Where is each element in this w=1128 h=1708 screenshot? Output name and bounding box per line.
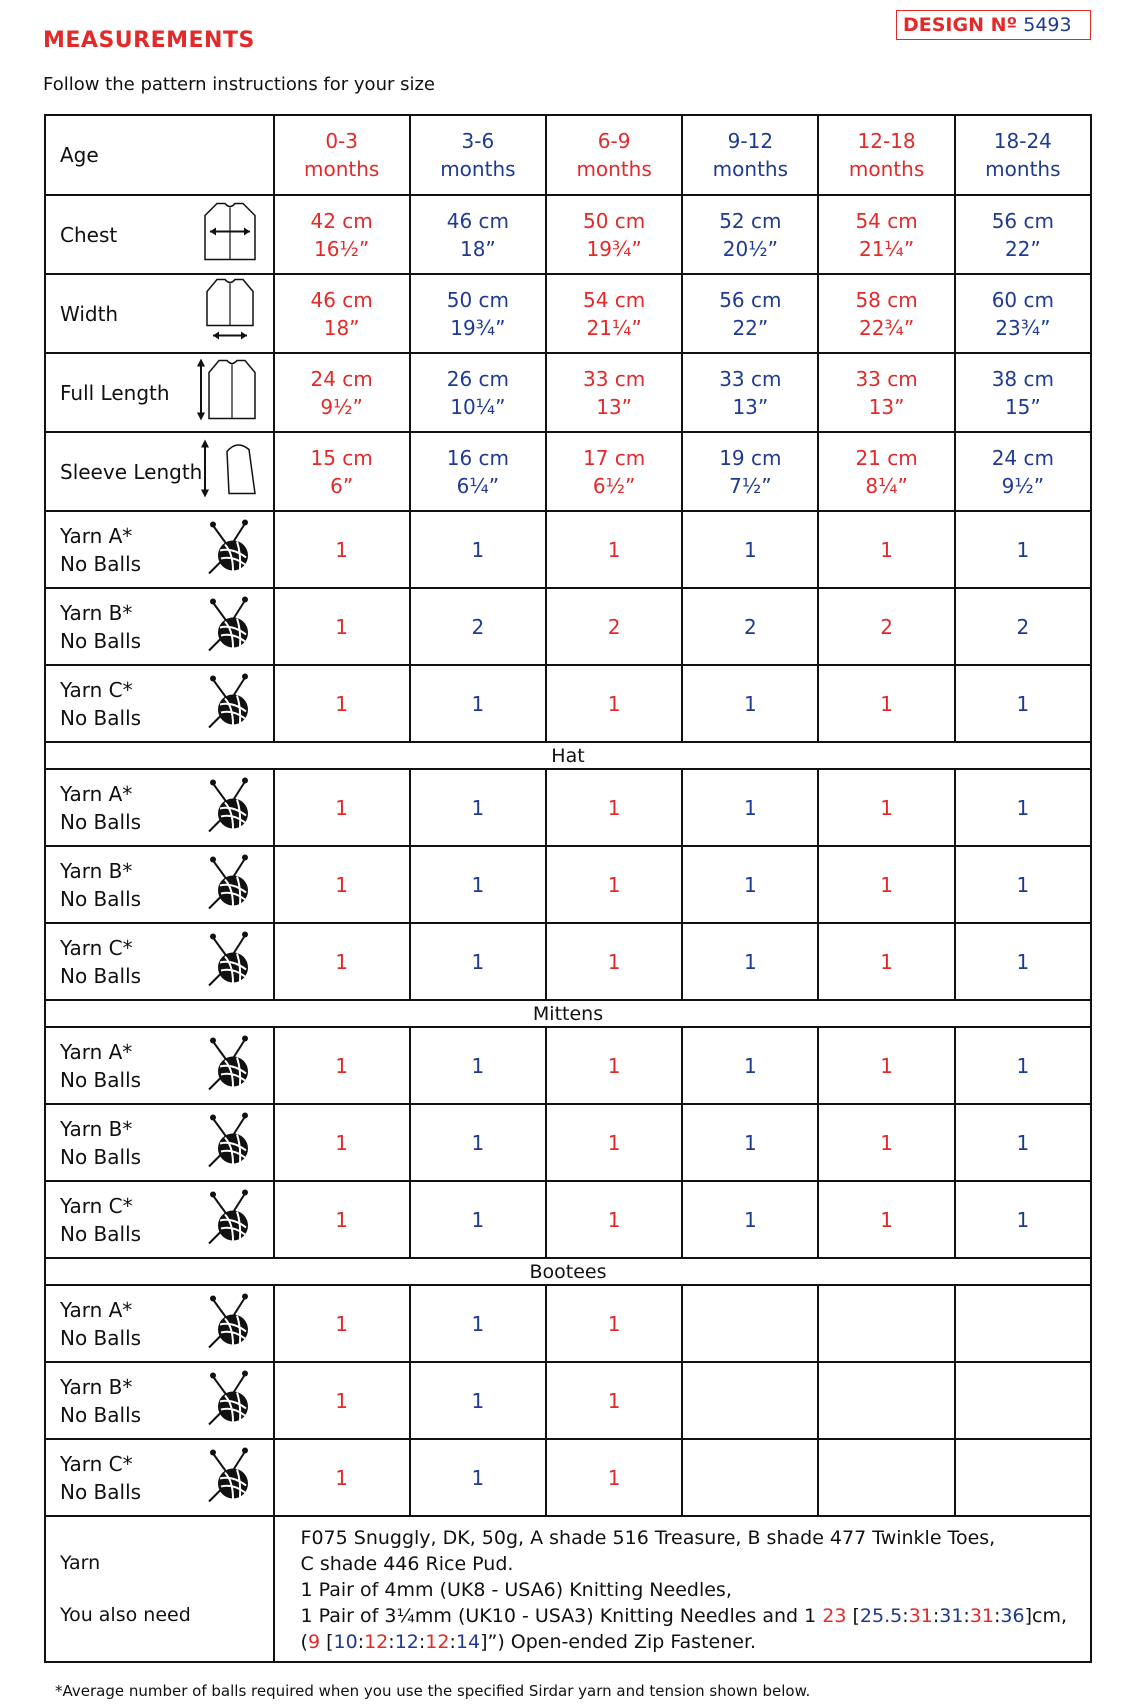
yarn-ball-icon — [207, 594, 251, 659]
ball-count: 1 — [818, 665, 954, 742]
value-cm: 52 cm — [719, 208, 782, 233]
sleeve-diagram-icon — [197, 437, 259, 506]
size-range: 18-24 — [993, 129, 1052, 153]
yarn-balls-row — [45, 846, 1091, 923]
value-inches: 13” — [596, 394, 633, 419]
yarn-label-cell — [45, 1181, 274, 1258]
yarn-info-labels — [45, 1516, 274, 1662]
ball-count: 1 — [410, 846, 546, 923]
ball-count: 1 — [274, 1181, 410, 1258]
measurement-value — [682, 432, 818, 511]
value-inches: 9½” — [320, 394, 363, 419]
no-balls-label: No Balls — [60, 886, 142, 911]
yarn-name: Yarn C* — [60, 1193, 133, 1218]
zip-length-cm: 31 — [908, 1605, 933, 1627]
value-cm: 60 cm — [991, 287, 1054, 312]
no-balls-label: No Balls — [60, 1067, 142, 1092]
ball-count — [955, 1285, 1091, 1362]
section-title: Mittens — [45, 1000, 1091, 1027]
zip-length-cm: 23 — [822, 1605, 847, 1627]
ball-count: 1 — [955, 1027, 1091, 1104]
no-balls-label: No Balls — [60, 963, 142, 988]
yarn-label-cell — [45, 588, 274, 665]
ball-count: 1 — [410, 511, 546, 588]
measurement-label-cell — [45, 432, 274, 511]
ball-count: 1 — [274, 588, 410, 665]
measurement-value — [955, 353, 1091, 432]
yarn-name: Yarn B* — [60, 1116, 133, 1141]
value-inches: 13” — [868, 394, 905, 419]
ball-count: 2 — [546, 588, 682, 665]
ball-count: 1 — [818, 923, 954, 1000]
ball-count: 1 — [682, 511, 818, 588]
design-number-box — [896, 10, 1091, 40]
ball-count: 1 — [818, 1104, 954, 1181]
yarn-ball-icon — [207, 1291, 251, 1356]
ball-count: 1 — [546, 1362, 682, 1439]
measurement-value — [955, 195, 1091, 274]
yarn-label-cell — [45, 846, 274, 923]
yarn-label-cell — [45, 1285, 274, 1362]
yarn-label-cell — [45, 665, 274, 742]
section-title: Hat — [45, 742, 1091, 769]
yarn-label-cell — [45, 923, 274, 1000]
value-inches: 9½” — [1001, 473, 1045, 498]
ball-count: 1 — [955, 923, 1091, 1000]
ball-count: 1 — [682, 1027, 818, 1104]
value-inches: 7½” — [729, 473, 772, 498]
zip-length-in: 12 — [394, 1631, 419, 1653]
no-balls-label: No Balls — [60, 1479, 142, 1504]
no-balls-label: No Balls — [60, 1325, 142, 1350]
ball-count: 1 — [955, 511, 1091, 588]
ball-count — [955, 1362, 1091, 1439]
ball-count: 1 — [682, 769, 818, 846]
size-range: 6-9 — [597, 129, 631, 153]
measurement-value — [818, 274, 954, 353]
value-cm: 26 cm — [446, 366, 510, 391]
yarn-label-cell — [45, 511, 274, 588]
ball-count — [682, 1439, 818, 1516]
yarn-label-cell — [45, 1104, 274, 1181]
yarn-line-2: C shade 446 Rice Pud. — [300, 1553, 514, 1575]
yarn-balls-row — [45, 769, 1091, 846]
measurement-value — [410, 353, 546, 432]
yarn-name: Yarn B* — [60, 858, 133, 883]
ball-count: 1 — [410, 923, 546, 1000]
value-cm: 58 cm — [855, 287, 918, 312]
no-balls-label: No Balls — [60, 1221, 142, 1246]
value-inches: 13” — [732, 394, 769, 419]
ball-count: 1 — [546, 1181, 682, 1258]
section-header-row — [45, 1258, 1091, 1285]
page-title: MEASUREMENTS — [43, 28, 255, 53]
measurement-label-cell — [45, 353, 274, 432]
footnote: *Average number of balls required when you use the specified Sirdar yarn and tension shown below. — [55, 1682, 811, 1700]
also-need-label: You also need — [60, 1604, 191, 1626]
length-diagram-icon — [193, 356, 259, 429]
no-balls-label: No Balls — [60, 1402, 142, 1427]
value-inches: 21¼” — [858, 236, 915, 261]
value-inches: 10¼” — [450, 394, 506, 419]
zip-length-in: 12 — [364, 1631, 389, 1653]
value-cm: 42 cm — [310, 208, 373, 233]
ball-count: 1 — [682, 1181, 818, 1258]
measurement-value — [955, 274, 1091, 353]
ball-count — [818, 1362, 954, 1439]
ball-count: 1 — [410, 1439, 546, 1516]
yarn-label-cell — [45, 1027, 274, 1104]
zip-length-cm: 25.5 — [859, 1605, 903, 1627]
zip-fastener-text: ”) Open-ended Zip Fastener. — [487, 1631, 757, 1653]
value-inches: 22” — [732, 315, 769, 340]
yarn-name: Yarn A* — [60, 523, 133, 548]
measurement-value — [682, 353, 818, 432]
value-cm: 15 cm — [310, 445, 373, 470]
size-range: 12-18 — [857, 129, 916, 153]
ball-count: 2 — [955, 588, 1091, 665]
ball-count — [682, 1362, 818, 1439]
value-cm: 56 cm — [991, 208, 1054, 233]
ball-count: 1 — [410, 769, 546, 846]
value-cm: 54 cm — [855, 208, 918, 233]
ball-count: 1 — [410, 1285, 546, 1362]
value-cm: 46 cm — [310, 287, 373, 312]
size-range: 0-3 — [325, 129, 358, 153]
size-header — [682, 115, 818, 195]
size-header — [818, 115, 954, 195]
yarn-label-cell — [45, 1439, 274, 1516]
value-inches: 23¾” — [995, 315, 1051, 340]
value-inches: 19¾” — [586, 236, 642, 261]
zip-length-in: 12 — [425, 1631, 450, 1653]
yarn-balls-row — [45, 588, 1091, 665]
value-cm: 33 cm — [719, 366, 782, 391]
ball-count: 1 — [818, 846, 954, 923]
value-inches: 6” — [330, 473, 354, 498]
value-cm: 50 cm — [446, 287, 510, 312]
value-inches: 18” — [459, 236, 496, 261]
measurement-label-cell — [45, 274, 274, 353]
size-unit: months — [712, 157, 789, 181]
value-inches: 15” — [1004, 394, 1041, 419]
ball-count: 1 — [818, 769, 954, 846]
width-diagram-icon — [201, 277, 259, 350]
value-cm: 33 cm — [582, 366, 646, 391]
measurement-value — [546, 432, 682, 511]
zip-length-cm: 31 — [969, 1605, 995, 1627]
measurement-value — [274, 274, 410, 353]
yarn-label-cell — [45, 769, 274, 846]
value-cm: 19 cm — [719, 445, 782, 470]
zip-length-in: 14 — [455, 1631, 481, 1653]
value-cm: 50 cm — [582, 208, 646, 233]
size-header — [546, 115, 682, 195]
design-label: DESIGN Nº — [903, 14, 1018, 36]
ball-count: 1 — [955, 1104, 1091, 1181]
yarn-name: Yarn A* — [60, 1039, 133, 1064]
ball-count: 1 — [546, 846, 682, 923]
age-label: Age — [45, 115, 274, 195]
size-unit: months — [576, 157, 652, 181]
chest-diagram-icon — [201, 199, 259, 270]
size-unit: months — [848, 157, 925, 181]
ball-count: 1 — [955, 846, 1091, 923]
measurement-row — [45, 195, 1091, 274]
ball-count — [818, 1439, 954, 1516]
ball-count: 1 — [410, 1027, 546, 1104]
ball-count: 1 — [274, 1362, 410, 1439]
ball-count: 1 — [274, 1285, 410, 1362]
yarn-balls-row — [45, 665, 1091, 742]
size-header — [274, 115, 410, 195]
ball-count: 1 — [274, 769, 410, 846]
yarn-balls-row — [45, 1027, 1091, 1104]
no-balls-label: No Balls — [60, 551, 142, 576]
yarn-ball-icon — [207, 1368, 251, 1433]
value-cm: 38 cm — [991, 366, 1054, 391]
measurement-value — [274, 195, 410, 274]
ball-count: 1 — [274, 923, 410, 1000]
measurement-value — [818, 432, 954, 511]
no-balls-label: No Balls — [60, 705, 142, 730]
value-cm: 46 cm — [446, 208, 510, 233]
yarn-ball-icon — [207, 517, 251, 582]
yarn-name: Yarn C* — [60, 677, 133, 702]
value-inches: 20½” — [722, 236, 778, 261]
yarn-balls-row — [45, 1439, 1091, 1516]
yarn-balls-row — [45, 1104, 1091, 1181]
ball-count: 1 — [274, 1439, 410, 1516]
measurement-value — [546, 195, 682, 274]
yarn-line-1: F075 Snuggly, DK, 50g, A shade 516 Treasure, B shade 477 Twinkle Toes, — [300, 1527, 996, 1549]
zip-length-in: 10 — [333, 1631, 358, 1653]
measurement-value — [682, 195, 818, 274]
ball-count: 1 — [818, 1027, 954, 1104]
yarn-name: Yarn B* — [60, 600, 133, 625]
zip-length-in: 9 — [307, 1631, 321, 1653]
size-range: 9-12 — [727, 129, 774, 153]
section-header-row — [45, 742, 1091, 769]
ball-count — [955, 1439, 1091, 1516]
ball-count: 1 — [410, 1362, 546, 1439]
measurement-label: Chest — [60, 222, 118, 247]
ball-count: 1 — [546, 1027, 682, 1104]
yarn-name: Yarn A* — [60, 781, 133, 806]
measurement-value — [274, 353, 410, 432]
ball-count: 1 — [274, 1104, 410, 1181]
needles-line-2: 1 Pair of 3¼mm (UK10 - USA3) Knitting Needles and 1 — [300, 1605, 823, 1627]
size-unit: months — [985, 157, 1061, 181]
ball-count: 1 — [682, 1104, 818, 1181]
zip-length-cm: 36 — [1000, 1605, 1025, 1627]
value-inches: 6¼” — [456, 473, 500, 498]
ball-count: 1 — [410, 1181, 546, 1258]
measurement-label: Width — [60, 301, 119, 326]
yarn-balls-row — [45, 1362, 1091, 1439]
yarn-ball-icon — [207, 929, 251, 994]
value-cm: 24 cm — [991, 445, 1054, 470]
yarn-balls-row — [45, 1181, 1091, 1258]
ball-count: 1 — [546, 769, 682, 846]
ball-count: 1 — [410, 665, 546, 742]
measurement-label: Full Length — [60, 380, 170, 405]
value-inches: 8¼” — [865, 473, 908, 498]
zip-length-cm: 31 — [939, 1605, 964, 1627]
measurement-value — [818, 353, 954, 432]
ball-count: 1 — [274, 665, 410, 742]
measurement-value — [955, 432, 1091, 511]
ball-count: 1 — [955, 665, 1091, 742]
measurement-value — [546, 353, 682, 432]
yarn-ball-icon — [207, 775, 251, 840]
yarn-ball-icon — [207, 1445, 251, 1510]
design-number: 5493 — [1023, 14, 1072, 36]
value-inches: 18” — [323, 315, 360, 340]
yarn-ball-icon — [207, 1033, 251, 1098]
yarn-ball-icon — [207, 1110, 251, 1175]
ball-count: 1 — [682, 846, 818, 923]
measurement-value — [682, 274, 818, 353]
size-header — [955, 115, 1091, 195]
yarn-name: Yarn C* — [60, 935, 133, 960]
ball-count: 1 — [546, 923, 682, 1000]
yarn-name: Yarn A* — [60, 1297, 133, 1322]
yarn-balls-row — [45, 923, 1091, 1000]
measurement-row — [45, 353, 1091, 432]
ball-count: 1 — [546, 1439, 682, 1516]
ball-count: 1 — [274, 1027, 410, 1104]
ball-count: 1 — [682, 923, 818, 1000]
yarn-ball-icon — [207, 852, 251, 917]
section-header-row — [45, 1000, 1091, 1027]
value-cm: 16 cm — [446, 445, 510, 470]
measurement-value — [818, 195, 954, 274]
ball-count: 1 — [682, 665, 818, 742]
yarn-label-cell — [45, 1362, 274, 1439]
yarn-balls-row — [45, 511, 1091, 588]
yarn-info-text: F075 Snuggly, DK, 50g, A shade 516 Treasure, B shade 477 Twinkle Toes, C shade 446 Rice Pud. 1 Pair of 4mm (UK8 - USA6) Knitting Needles, 1 Pair of 3¼mm (UK10 - USA3) Knitting Needles and 1 23 [25.5:31:31:31:36]cm, (9 [10:12:12:12:14]”) Open-ended Zip Fastener. — [274, 1516, 1091, 1662]
ball-count: 2 — [818, 588, 954, 665]
value-cm: 33 cm — [855, 366, 918, 391]
yarn-ball-icon — [207, 671, 251, 736]
zip-cm-unit: cm, — [1032, 1605, 1068, 1627]
size-unit: months — [440, 157, 516, 181]
subtitle: Follow the pattern instructions for your size — [43, 74, 436, 95]
ball-count: 1 — [546, 665, 682, 742]
measurement-value — [410, 195, 546, 274]
yarn-info-row — [45, 1516, 1091, 1662]
value-inches: 6½” — [592, 473, 636, 498]
no-balls-label: No Balls — [60, 809, 142, 834]
size-header — [410, 115, 546, 195]
yarn-ball-icon — [207, 1187, 251, 1252]
value-inches: 22” — [1004, 236, 1041, 261]
no-balls-label: No Balls — [60, 1144, 142, 1169]
ball-count: 1 — [274, 846, 410, 923]
section-title: Bootees — [45, 1258, 1091, 1285]
ball-count: 1 — [546, 1285, 682, 1362]
ball-count: 1 — [546, 511, 682, 588]
yarn-label: Yarn — [60, 1552, 101, 1574]
value-cm: 24 cm — [310, 366, 373, 391]
ball-count — [682, 1285, 818, 1362]
measurement-value — [410, 274, 546, 353]
value-cm: 17 cm — [582, 445, 646, 470]
ball-count: 1 — [410, 1104, 546, 1181]
measurement-value — [274, 432, 410, 511]
no-balls-label: No Balls — [60, 628, 142, 653]
yarn-name: Yarn C* — [60, 1451, 133, 1476]
value-cm: 54 cm — [582, 287, 646, 312]
measurement-value — [546, 274, 682, 353]
ball-count: 1 — [955, 769, 1091, 846]
value-inches: 22¾” — [858, 315, 915, 340]
ball-count: 1 — [546, 1104, 682, 1181]
size-unit: months — [303, 157, 380, 181]
value-cm: 56 cm — [719, 287, 782, 312]
yarn-name: Yarn B* — [60, 1374, 133, 1399]
measurements-table — [44, 114, 1092, 1663]
measurement-value — [410, 432, 546, 511]
size-range: 3-6 — [461, 129, 495, 153]
value-inches: 21¼” — [586, 315, 642, 340]
measurement-row — [45, 274, 1091, 353]
measurement-label-cell — [45, 195, 274, 274]
measurement-row — [45, 432, 1091, 511]
ball-count: 1 — [818, 1181, 954, 1258]
value-inches: 16½” — [314, 236, 370, 261]
yarn-balls-row — [45, 1285, 1091, 1362]
value-cm: 21 cm — [855, 445, 918, 470]
ball-count: 2 — [410, 588, 546, 665]
ball-count — [818, 1285, 954, 1362]
measurement-label: Sleeve Length — [60, 459, 203, 484]
needles-line-1: 1 Pair of 4mm (UK8 - USA6) Knitting Needles, — [300, 1579, 732, 1601]
ball-count: 2 — [682, 588, 818, 665]
age-header-row — [45, 115, 1091, 195]
ball-count: 1 — [274, 511, 410, 588]
value-inches: 19¾” — [450, 315, 506, 340]
ball-count: 1 — [818, 511, 954, 588]
ball-count: 1 — [955, 1181, 1091, 1258]
